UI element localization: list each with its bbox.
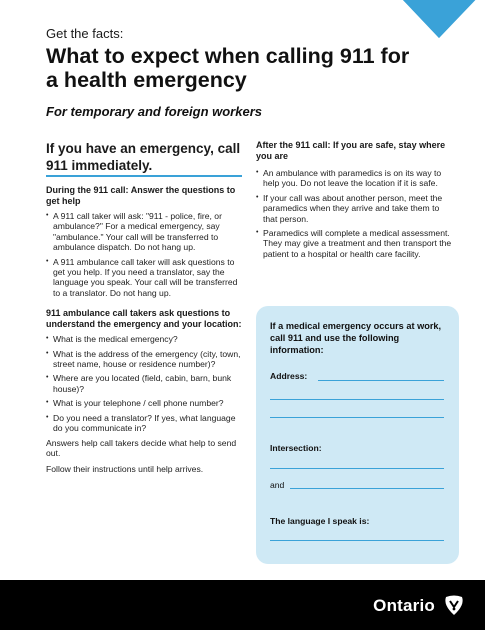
- intersection-line-1: [270, 468, 444, 469]
- emergency-info-box: [256, 306, 459, 564]
- answers-text: Answers help call takers decide what help to send out.: [46, 437, 237, 458]
- during-call-heading: During the 911 call: Answer the questions to get help: [46, 185, 236, 206]
- left-column: [46, 140, 242, 481]
- corner-chevron-graphic: [393, 0, 485, 38]
- right-column: [256, 140, 452, 263]
- and-label: and: [270, 480, 285, 490]
- info-box-heading: If a medical emergency occurs at work, call 911 and use the following information:: [270, 321, 442, 355]
- questions-heading: 911 ambulance call takers ask questions to understand the emergency and your location:: [46, 308, 242, 330]
- page-subtitle: For temporary and foreign workers: [46, 104, 262, 119]
- after-call-list: [256, 168, 452, 259]
- emergency-heading: If you have an emergency, call 911 immediately.: [46, 140, 242, 177]
- ontario-logo-text: Ontario: [373, 596, 435, 615]
- intersection-label: Intersection:: [270, 443, 322, 453]
- footer-bar: [0, 580, 485, 630]
- list-item: • A 911 call taker will ask: "911 - police, fire, or ambulance?" For a medical emergency, say "ambulance." Your call will be transferred to ambulance dispatch. Do not hang up.: [46, 211, 242, 253]
- list-item: • An ambulance with paramedics is on its way to help you. Do not leave the location if it is safe.: [256, 168, 452, 189]
- intersection-line-2: [290, 488, 444, 489]
- during-call-list: [46, 211, 242, 298]
- after-call-heading: After the 911 call: If you are safe, stay where you are: [256, 140, 446, 161]
- questions-list: [46, 334, 242, 433]
- address-label: Address:: [270, 371, 308, 381]
- list-item: • Do you need a translator? If yes, what language do you communicate in?: [46, 413, 242, 434]
- language-line: [270, 540, 444, 541]
- eyebrow: Get the facts:: [46, 26, 124, 41]
- address-line-1: [318, 380, 444, 381]
- address-line-2: [270, 399, 444, 400]
- list-item: • What is the medical emergency?: [46, 334, 242, 344]
- list-item: • What is your telephone / cell phone number?: [46, 398, 242, 408]
- list-item: • Where are you located (field, cabin, barn, bunk house)?: [46, 373, 242, 394]
- language-label: The language I speak is:: [270, 516, 370, 526]
- list-item: • What is the address of the emergency (city, town, street name, house or residence number)?: [46, 349, 242, 370]
- list-item: • Paramedics will complete a medical assessment. They may give a treatment and then transport the patient to a hospital or health care facility.: [256, 228, 452, 259]
- address-line-3: [270, 417, 444, 418]
- list-item: • If your call was about another person, meet the paramedics when they arrive and take them to that person.: [256, 193, 452, 224]
- ontario-trillium-icon: [443, 594, 465, 616]
- page-title: What to expect when calling 911 for a health emergency: [46, 44, 410, 92]
- follow-text: Follow their instructions until help arrives.: [46, 464, 204, 475]
- list-item: • A 911 ambulance call taker will ask questions to get you help. If you need a translator, say the language you speak. Your call will be transferred to a translator. Do not hang up.: [46, 257, 242, 299]
